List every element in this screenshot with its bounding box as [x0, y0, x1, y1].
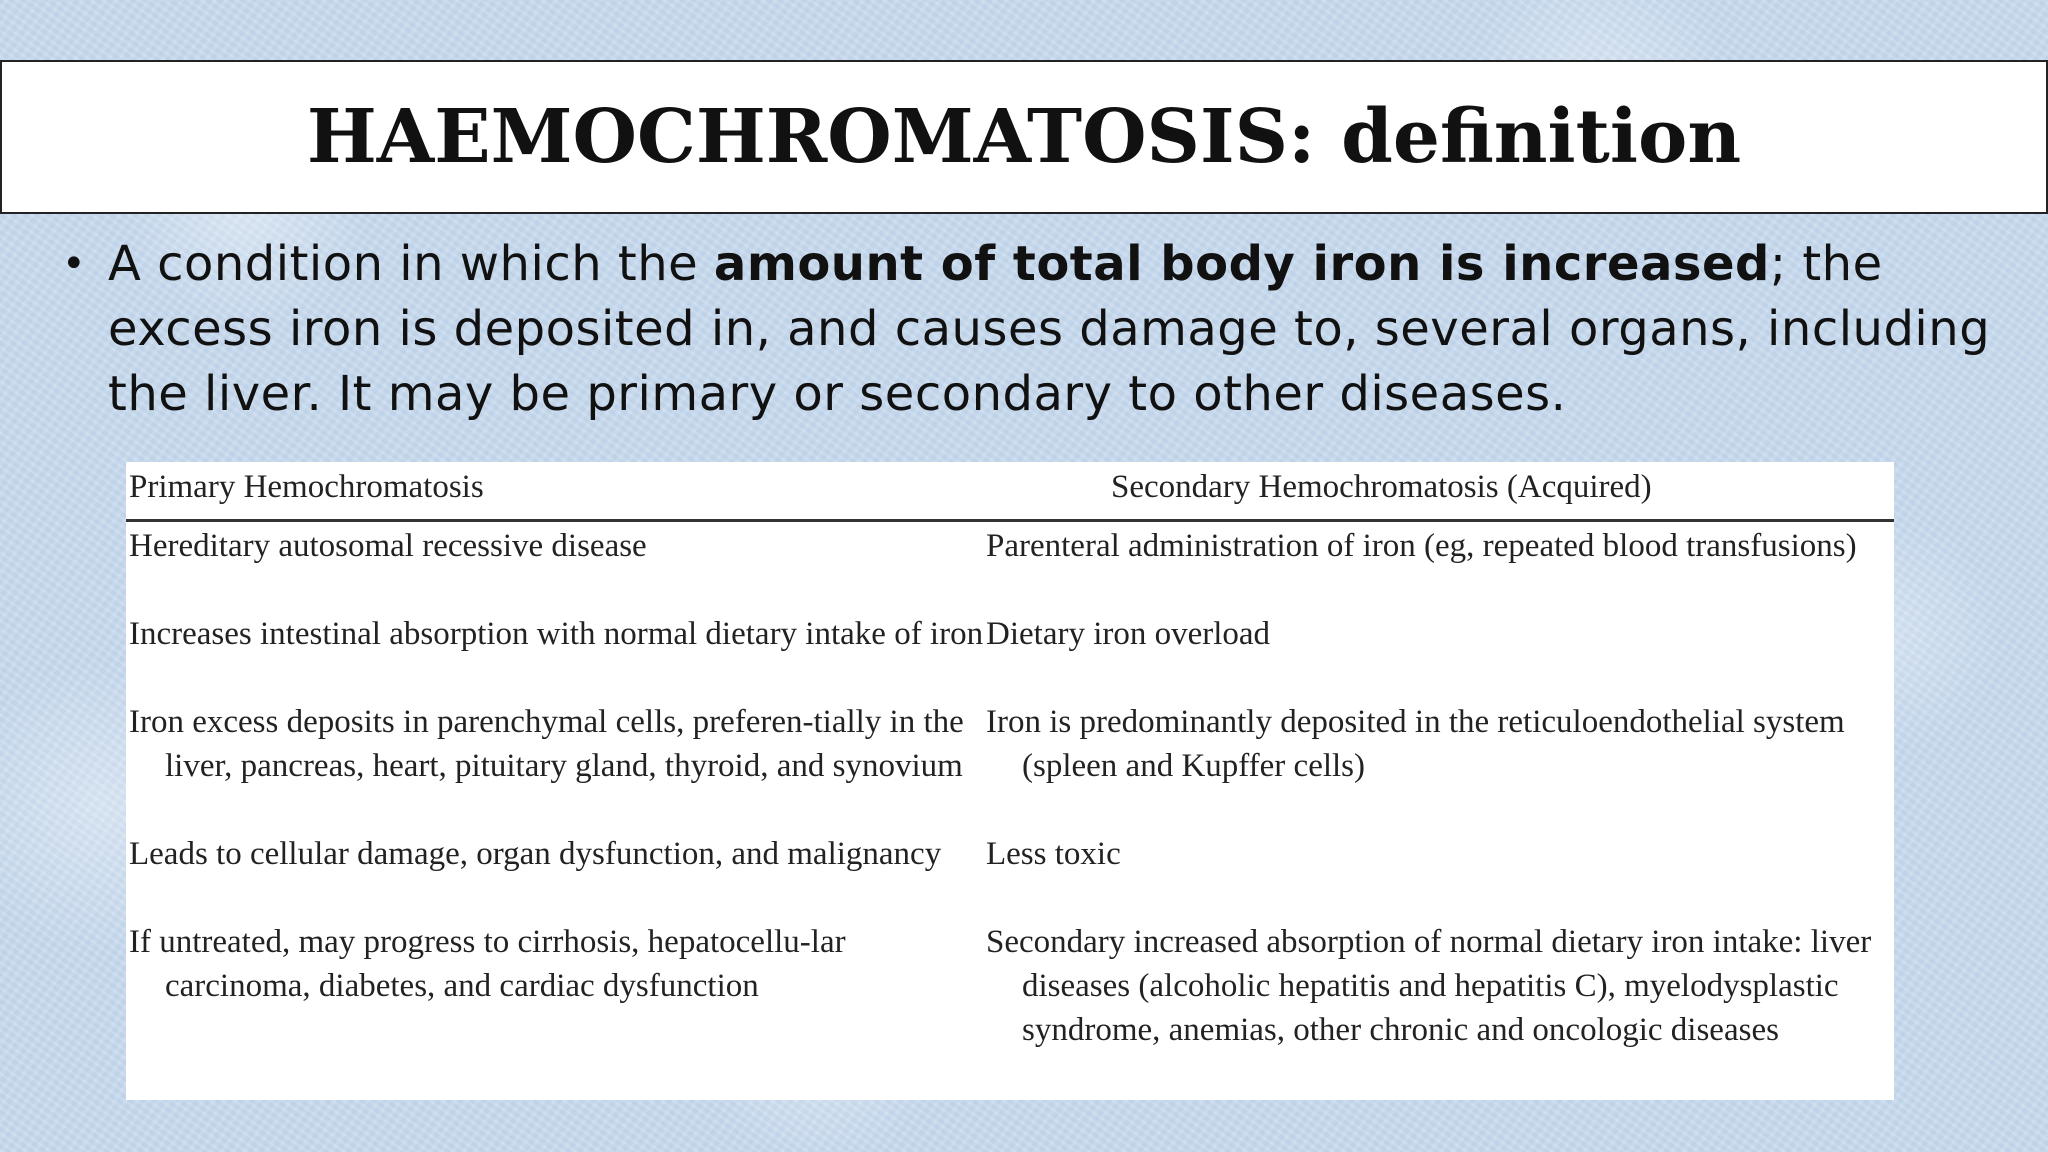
row-5-primary: If untreated, may progress to cirrhosis, hepatocellu-lar carcinoma, diabetes, and cardiac dysfunction	[129, 924, 846, 1004]
definition-text	[108, 232, 2002, 427]
row-5-secondary: Secondary increased absorption of normal dietary iron intake: liver diseases (alcoholic hepatitis and hepatitis C), myelodysplastic syndrome, anemias, other chronic and oncologic diseases	[986, 924, 1872, 1048]
header-divider	[126, 519, 1894, 522]
header-primary: Primary Hemochromatosis	[129, 469, 484, 505]
row-2-primary: Increases intestinal absorption with normal dietary intake of iron	[129, 616, 984, 652]
bullet-symbol: •	[62, 241, 86, 287]
row-2-secondary: Dietary iron overload	[986, 616, 1271, 652]
row-4-secondary: Less toxic	[986, 836, 1121, 872]
definition-text-end: ; the excess iron is deposited in, and causes damage to, several organs, including the liver. It may be primary or secondary to other diseases.	[108, 236, 1991, 422]
definition-bullet	[62, 232, 2002, 427]
row-1-primary: Hereditary autosomal recessive disease	[129, 528, 647, 564]
row-3-primary: Iron excess deposits in parenchymal cells, preferen-tially in the liver, pancreas, heart, pituitary gland, thyroid, and synovium	[129, 704, 964, 784]
title-banner	[0, 60, 2048, 214]
slide-title: HAEMOCHROMATOSIS: definition	[306, 94, 1742, 180]
definition-emphasis: amount of total body iron is increased	[713, 236, 1770, 292]
row-4-primary: Leads to cellular damage, organ dysfunction, and malignancy	[129, 836, 942, 872]
comparison-table	[126, 462, 1894, 1100]
row-3-secondary: Iron is predominantly deposited in the reticuloendothelial system (spleen and Kupffer cells)	[986, 704, 1845, 784]
header-secondary: Secondary Hemochromatosis (Acquired)	[1111, 469, 1652, 505]
definition-text-start: A condition in which the	[108, 236, 714, 292]
row-1-secondary: Parenteral administration of iron (eg, repeated blood transfusions)	[986, 528, 1857, 564]
